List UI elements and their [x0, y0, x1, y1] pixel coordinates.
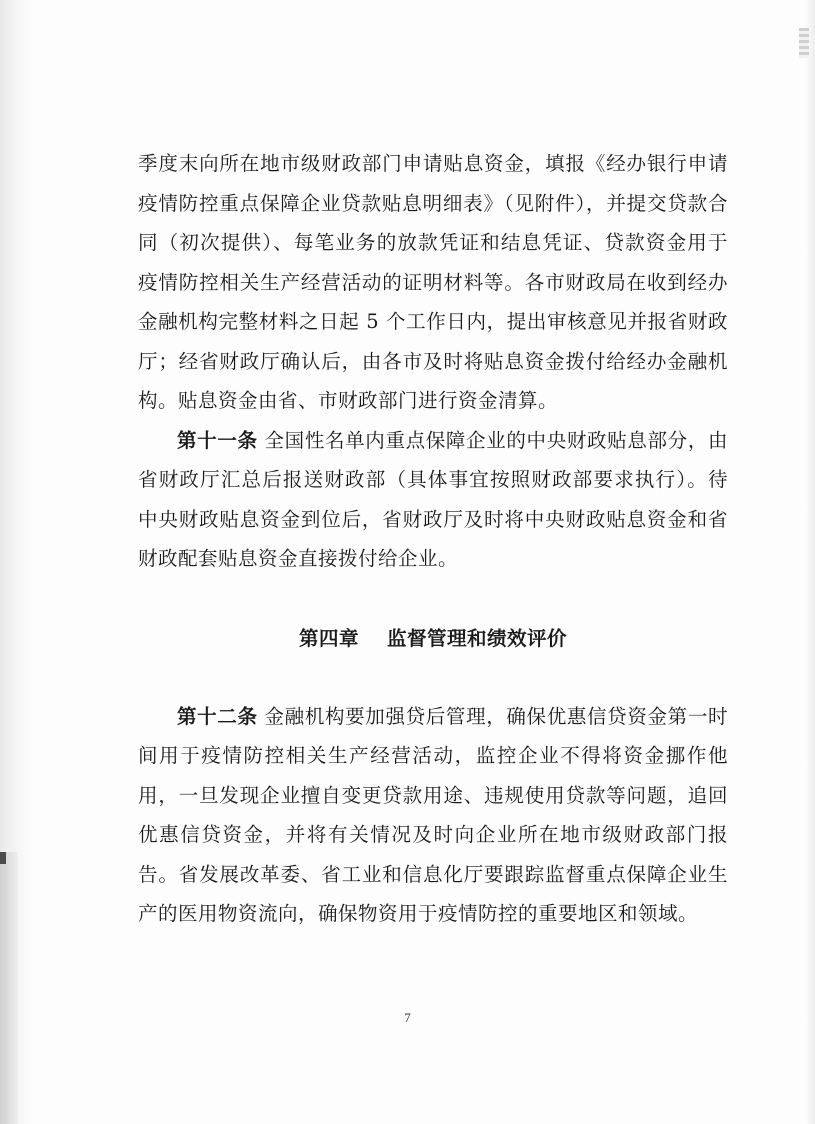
- chapter-number: 第四章: [298, 626, 359, 650]
- page-number: 7: [404, 1010, 411, 1025]
- article-11: [138, 421, 728, 579]
- document-body: [138, 144, 728, 934]
- article-heading: 第十二条: [177, 704, 258, 728]
- chapter-heading: [138, 625, 728, 653]
- scan-binding-shadow: [0, 852, 18, 1124]
- paragraph-text: 金融机构要加强贷后管理，确保优惠信贷资金第一时间用于疫情防控相关生产经营活动，监控企业不得将资金挪作他用，一旦发现企业擅自变更贷款用途、违规使用贷款等问题，追回优惠信贷资金，并将有关情况及时向企业所在地市级财政部门报告。省发展改革委、省工业和信息化厅要跟踪监督重点保障企业生产的医用物资流向，确保物资用于疫情防控的重要地区和领域。: [138, 704, 728, 925]
- article-heading: 第十一条: [177, 428, 258, 452]
- scan-edge-right: [805, 0, 815, 1124]
- scan-binding-mark: [0, 852, 6, 864]
- paragraph-text: 全国性名单内重点保障企业的中央财政贴息部分，由省财政厅汇总后报送财政部（具体事宜按照财政部要求执行）。待中央财政贴息资金到位后，省财政厅及时将中央财政贴息资金和省财政配套贴息资金直接拨付给企业。: [138, 428, 728, 570]
- paragraph-text: 季度末向所在地市级财政部门申请贴息资金，填报《经办银行申请疫情防控重点保障企业贷款贴息明细表》（见附件），并提交贷款合同（初次提供）、每笔业务的放款凭证和结息凭证、贷款资金用于疫情防控相关生产经营活动的证明材料等。各市财政局在收到经办金融机构完整材料之日起 5 个工作日内，提出审核意见并报省财政厅；经省财政厅确认后，由各市及时将贴息资金拨付给经办金融机构。贴息资金由省、市财政部门进行资金清算。: [138, 152, 728, 412]
- paragraph-continuation: [138, 144, 728, 421]
- article-12: [138, 697, 728, 934]
- scan-corner-mark: [799, 28, 809, 58]
- chapter-title: 监督管理和绩效评价: [387, 626, 568, 650]
